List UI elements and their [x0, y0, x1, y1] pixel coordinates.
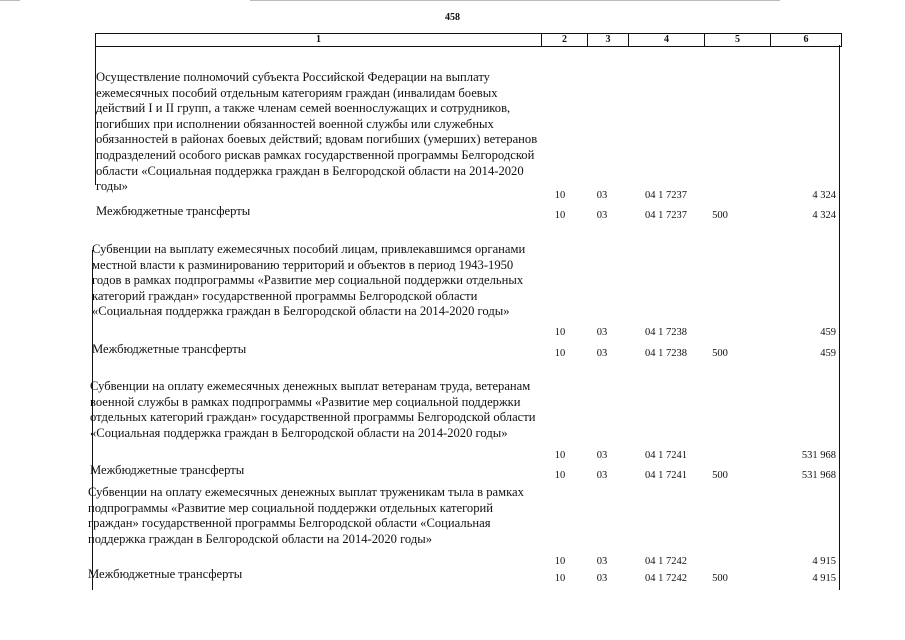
row-description: Субвенции на выплату ежемесячных пособий лицам, привлекавшимся органами местной власти к разминированию территорий и объектов в период 1943-1950 годов в рамках подпрограммы «Развитие мер социальной поддержки отдельных категорий граждан» государственной программы Белгородской области «Социальная поддержка граждан в Белгородской области на 2014-2020 годы» [92, 242, 526, 319]
row-description: Межбюджетные трансферты [90, 463, 245, 477]
row-description: Межбюджетные трансферты [96, 204, 251, 218]
row-target-code: 04 1 7242 [645, 573, 687, 584]
column-header-2: 2 [542, 34, 588, 46]
row-description: Осуществление полномочий субъекта Российской Федерации на выплату ежемесячных пособий отдельным категориям граждан (инвалидам боевых действий I и II групп, а также членам семей военнослужащих и сотрудников, погибших при исполнении обязанностей военной службы или служебных обязанностей в районах боевых действий; вдовам погибших (умерших) ветеранов подразделений особого рискав рамках государственной программы Белгородской области «Социальная поддержка граждан в Белгородской области на 2014-2020 годы» [96, 70, 538, 194]
row-amount: 4 915 [812, 573, 836, 584]
row-expense-type: 500 [712, 470, 728, 481]
row-subsection: 03 [596, 450, 608, 461]
row-amount: 4 324 [812, 210, 836, 221]
row-section: 10 [554, 348, 566, 359]
row-description: Субвенции на оплату ежемесячных денежных выплат труженикам тыла в рамках подпрограммы «Развитие мер социальной поддержки отдельных категорий граждан» государственной программы Белгородской области «Социальная поддержка граждан в Белгородской области на 2014-2020 годы» [88, 485, 524, 546]
row-amount: 459 [820, 348, 836, 359]
scan-edge [0, 0, 20, 1]
row-description: Межбюджетные трансферты [88, 567, 243, 581]
row-section: 10 [554, 450, 566, 461]
row-expense-type: 500 [712, 210, 728, 221]
row-amount: 531 968 [801, 450, 836, 461]
row-target-code: 04 1 7237 [645, 190, 687, 201]
row-subsection: 03 [596, 210, 608, 221]
row-subsection: 03 [596, 348, 608, 359]
row-subsection: 03 [596, 470, 608, 481]
row-subsection: 03 [596, 190, 608, 201]
row-section: 10 [554, 190, 566, 201]
row-section: 10 [554, 327, 566, 338]
row-amount: 459 [820, 327, 836, 338]
row-target-code: 04 1 7237 [645, 210, 687, 221]
row-section: 10 [554, 556, 566, 567]
row-expense-type: 500 [712, 348, 728, 359]
row-amount: 531 968 [801, 470, 836, 481]
row-subsection: 03 [596, 573, 608, 584]
row-amount: 4 324 [812, 190, 836, 201]
row-target-code: 04 1 7241 [645, 450, 687, 461]
page-number: 458 [445, 12, 460, 23]
row-section: 10 [554, 210, 566, 221]
column-header-3: 3 [588, 34, 629, 46]
scan-edge [250, 0, 780, 1]
column-header-5: 5 [705, 34, 771, 46]
row-subsection: 03 [596, 327, 608, 338]
row-target-code: 04 1 7241 [645, 470, 687, 481]
table-right-border [839, 45, 840, 590]
table-header [95, 33, 842, 47]
row-expense-type: 500 [712, 573, 728, 584]
column-header-1: 1 [96, 34, 542, 46]
row-section: 10 [554, 573, 566, 584]
row-subsection: 03 [596, 556, 608, 567]
row-target-code: 04 1 7238 [645, 327, 687, 338]
row-target-code: 04 1 7238 [645, 348, 687, 359]
row-amount: 4 915 [812, 556, 836, 567]
row-description: Межбюджетные трансферты [92, 342, 247, 356]
column-header-4: 4 [629, 34, 705, 46]
column-header-6: 6 [803, 34, 809, 45]
row-description: Субвенции на оплату ежемесячных денежных выплат ветеранам труда, ветеранам военной службы в рамках подпрограммы «Развитие мер социальной поддержки отдельных категорий граждан» государственной программы Белгородской области «Социальная поддержка граждан в Белгородской области на 2014-2020 годы» [90, 379, 536, 440]
row-section: 10 [554, 470, 566, 481]
row-target-code: 04 1 7242 [645, 556, 687, 567]
